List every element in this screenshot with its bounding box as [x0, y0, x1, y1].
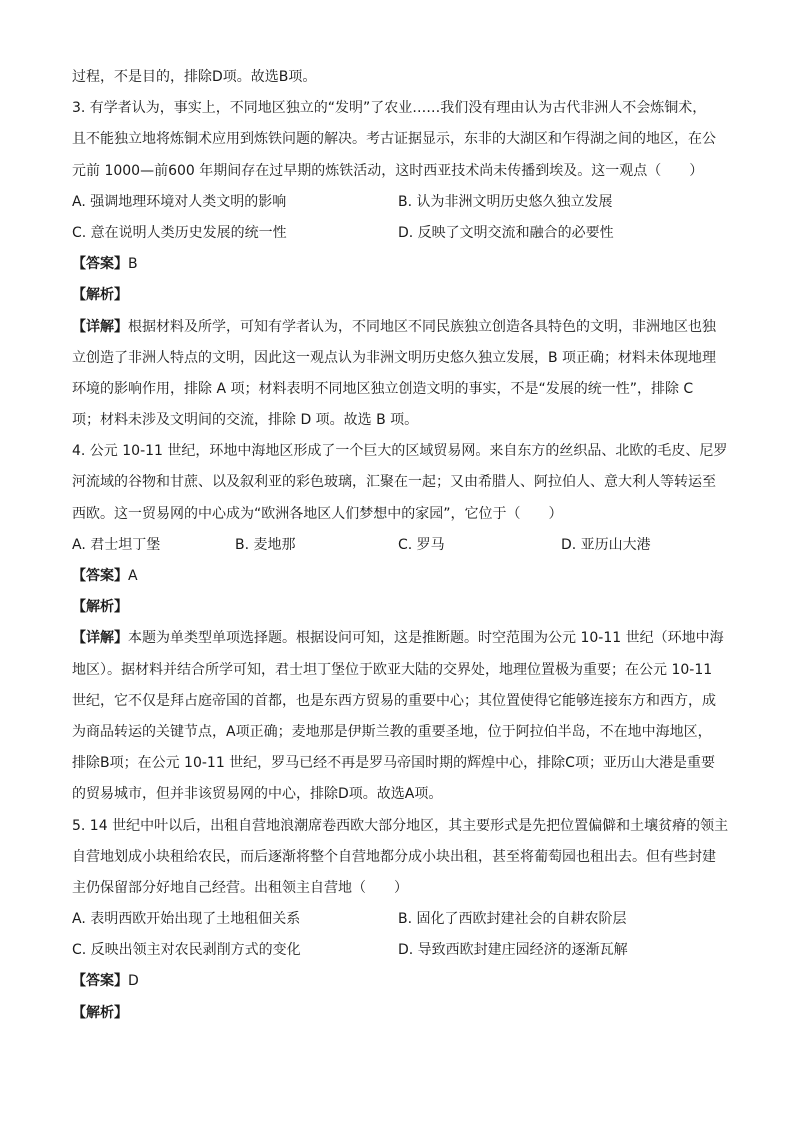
- question-3-option-a: A. 强调地理环境对人类文明的影响: [72, 193, 287, 210]
- question-4-option-c: C. 罗马: [398, 536, 445, 553]
- answer-value: A: [128, 568, 138, 584]
- analysis-tag: 【解析】: [72, 1004, 128, 1021]
- question-4-stem-line: 西欧。这一贸易网的中心成为“欧洲各地区人们梦想中的家园”，它位于（ ）: [72, 505, 563, 522]
- question-5-answer: [72, 966, 724, 997]
- detail-tag: 【详解】: [72, 630, 128, 647]
- question-3-option-d: D. 反映了文明交流和融合的必要性: [398, 224, 614, 241]
- question-3-analysis: [72, 280, 724, 311]
- question-3-detail-line: [72, 312, 724, 343]
- question-3-stem-line: 3. 有学者认为，事实上，不同地区独立的“发明”了农业……我们没有理由认为古代非洲人不会炼铜术，: [72, 100, 707, 117]
- question-3-detail-line: 项；材料未涉及文明间的交流，排除 D 项。故选 B 项。: [72, 412, 419, 429]
- question-3-option-b: B. 认为非洲文明历史悠久独立发展: [398, 193, 613, 210]
- question-3-options-row: [72, 218, 724, 249]
- question-4-stem-line: 河流域的谷物和甘蔗、以及叙利亚的彩色玻璃，汇聚在一起；又由希腊人、阿拉伯人、意大利人等转运至: [72, 474, 716, 491]
- question-3-answer: [72, 249, 724, 280]
- question-3-option-c: C. 意在说明人类历史发展的统一性: [72, 224, 287, 241]
- analysis-tag: 【解析】: [72, 287, 128, 304]
- question-5-stem-line: 自营地划成小块租给农民，而后逐渐将整个自营地都分成小块出租，甚至将葡萄园也租出去。但有些封建: [72, 848, 716, 865]
- question-4-detail-line: 世纪，它不仅是拜占庭帝国的首都，也是东西方贸易的重要中心；其位置使得它能够连接东方和西方，成: [72, 692, 716, 709]
- answer-value: B: [128, 256, 138, 273]
- question-4-detail-line: [72, 623, 724, 654]
- answer-tag: 【答案】: [72, 256, 128, 273]
- question-4-detail-line: 为商品转运的关键节点，A项正确；麦地那是伊斯兰教的重要圣地，位于阿拉伯半岛，不在地中海地区，: [72, 723, 712, 740]
- question-4-answer: [72, 561, 724, 592]
- question-3-stem-line: 且不能独立地将炼铜术应用到炼铁问题的解决。考古证据显示，东非的大湖区和乍得湖之间的地区，在公: [72, 131, 716, 148]
- answer-tag: 【答案】: [72, 973, 128, 990]
- question-4-stem-line: 4. 公元 10-11 世纪，环地中海地区形成了一个巨大的区域贸易网。来自东方的丝织品、北欧的毛皮、尼罗: [72, 443, 728, 460]
- question-5-options-row: [72, 904, 724, 935]
- text-line: 过程，不是目的，排除D项。故选B项。: [72, 69, 317, 85]
- question-4-detail-line: 地区）。据材料并结合所学可知，君士坦丁堡位于欧亚大陆的交界处，地理位置极为重要；在公元 10-11: [72, 661, 713, 678]
- question-5-option-a: A. 表明西欧开始出现了土地租佃关系: [72, 911, 301, 928]
- question-5-stem-line: 主仍保留部分好地自己经营。出租领主自营地（ ）: [72, 879, 408, 896]
- question-4-options-row: [72, 530, 724, 561]
- question-4-analysis: [72, 592, 724, 623]
- question-5-option-c: C. 反映出领主对农民剥削方式的变化: [72, 942, 301, 959]
- answer-value: D: [128, 973, 139, 990]
- question-5-option-d: D. 导致西欧封建庄园经济的逐渐瓦解: [398, 942, 628, 959]
- question-5-analysis: [72, 998, 724, 1029]
- question-3-detail-line: 立创造了非洲人特点的文明，因此这一观点认为非洲文明历史悠久独立发展，B 项正确；材料未体现地理: [72, 349, 717, 366]
- question-4-option-a: A. 君士坦丁堡: [72, 536, 161, 553]
- answer-tag: 【答案】: [72, 568, 128, 584]
- detail-text: 根据材料及所学，可知有学者认为，不同地区不同民族独立创造各具特色的文明，非洲地区也独: [128, 318, 716, 335]
- detail-tag: 【详解】: [72, 318, 128, 335]
- question-4-option-d: D. 亚历山大港: [561, 536, 651, 553]
- question-3-detail-line: 环境的影响作用，排除 A 项；材料表明不同地区独立创造文明的事实，不是“发展的统一性”，排除 C: [72, 380, 694, 397]
- analysis-tag: 【解析】: [72, 599, 128, 616]
- question-5-options-row: [72, 935, 724, 966]
- question-5-stem-line: 5. 14 世纪中叶以后，出租自营地浪潮席卷西欧大部分地区，其主要形式是先把位置偏僻和土壤贫瘠的领主: [72, 817, 729, 834]
- question-3-stem-line: 元前 1000—前600 年期间存在过早期的炼铁活动，这时西亚技术尚未传播到埃及。这一观点（ ）: [72, 162, 704, 179]
- detail-text: 本题为单类型单项选择题。根据设问可知，这是推断题。时空范围为公元 10-11 世纪（环地中海: [128, 630, 724, 647]
- question-4-detail-line: 的贸易城市，但并非该贸易网的中心，排除D项。故选A项。: [72, 786, 443, 803]
- question-3-options-row: [72, 187, 724, 218]
- document-page: [72, 62, 729, 1029]
- question-4-detail-line: 排除B项；在公元 10-11 世纪，罗马已经不再是罗马帝国时期的辉煌中心，排除C项；亚历山大港是重要: [72, 755, 715, 772]
- question-5-option-b: B. 固化了西欧封建社会的自耕农阶层: [398, 911, 627, 928]
- question-4-option-b: B. 麦地那: [235, 536, 296, 553]
